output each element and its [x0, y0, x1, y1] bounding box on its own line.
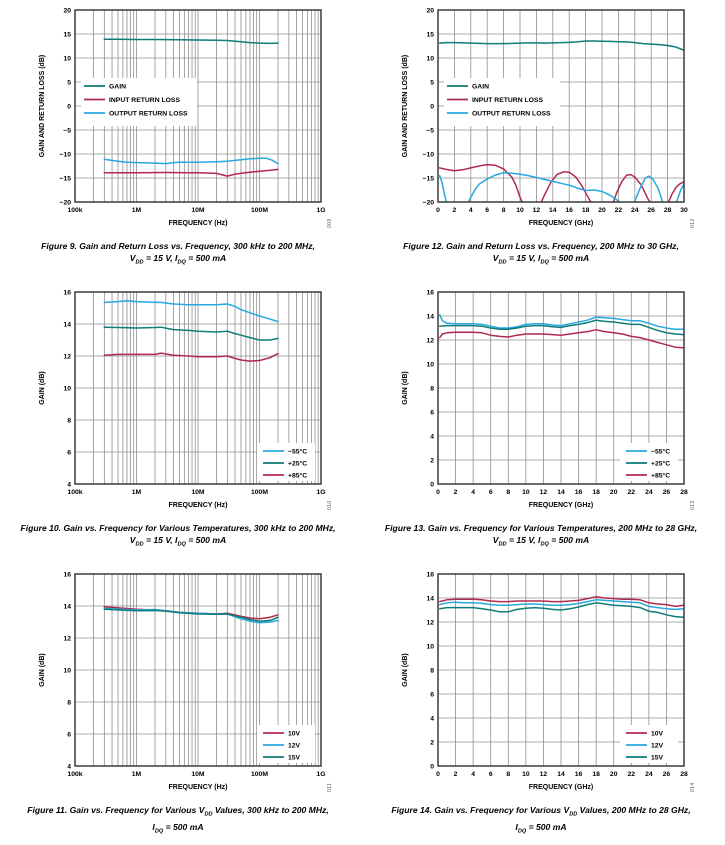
figure-13-caption-line-1: Figure 13. Gain vs. Frequency for Various Temperatures, 200 MHz to 28 GHz,: [384, 523, 698, 533]
y-tick-label: 14: [63, 603, 71, 611]
figure-9-chart: [8, 0, 348, 238]
x-tick-label: 18: [581, 207, 590, 214]
x-tick-label: 22: [614, 207, 623, 214]
x-tick-label: 24: [631, 207, 639, 214]
y-tick-label: 0: [430, 763, 434, 771]
x-tick-label: 10: [516, 207, 524, 214]
x-tick-label: 16: [574, 489, 583, 496]
figure-9-caption-line-1: Figure 9. Gain and Return Loss vs. Frequency, 300 kHz to 200 MHz,: [41, 241, 315, 251]
x-tick-label: 20: [609, 489, 618, 496]
y-tick-label: −20: [422, 199, 434, 207]
figure-13-caption: [371, 522, 711, 551]
x-tick-label: 28: [663, 207, 672, 214]
x-tick-label: 18: [592, 489, 600, 496]
y-tick-label: 14: [426, 313, 434, 321]
legend-label: GAIN: [109, 83, 126, 91]
figure-12-block: [363, 0, 725, 282]
y-axis-title: GAIN (dB): [402, 653, 409, 687]
figure-9-block: [0, 0, 363, 282]
x-tick-label: 2: [452, 207, 457, 214]
y-tick-label: 6: [430, 409, 434, 417]
y-tick-label: −5: [426, 127, 434, 135]
legend-label: +25°C: [288, 460, 308, 468]
y-tick-label: 4: [67, 763, 71, 771]
figure-10-block: [0, 282, 363, 564]
legend-label: 10V: [288, 730, 301, 738]
x-tick-label: 10M: [191, 207, 205, 214]
y-axis-title: GAIN AND RETURN LOSS (dB): [402, 54, 409, 158]
figure-trace-code: 014: [690, 782, 696, 792]
x-tick-label: 28: [680, 771, 688, 778]
y-tick-label: 2: [430, 739, 434, 747]
x-axis-title: FREQUENCY (GHz): [528, 502, 594, 509]
legend-label: +85°C: [651, 472, 671, 480]
x-tick-label: 1M: [131, 771, 142, 778]
y-axis-title: GAIN (dB): [39, 371, 46, 405]
legend-label: OUTPUT RETURN LOSS: [109, 110, 188, 118]
figure-14-caption-line-2: $I_{DQ} = 500$ mA: [515, 821, 567, 835]
legend-label: 15V: [288, 754, 301, 762]
legend: [444, 78, 560, 126]
x-tick-label: 22: [627, 489, 636, 496]
y-tick-label: 12: [426, 337, 434, 345]
legend: [81, 78, 197, 126]
x-tick-label: 12: [539, 489, 548, 496]
x-tick-label: 2: [453, 489, 458, 496]
series-output-return-loss: [440, 173, 684, 212]
x-tick-label: 0: [436, 207, 440, 214]
y-tick-label: 8: [67, 417, 71, 425]
x-tick-label: 2: [453, 771, 458, 778]
x-tick-label: 4: [468, 207, 473, 214]
y-tick-label: −5: [63, 127, 71, 135]
x-tick-label: 8: [501, 207, 506, 214]
figure-10-caption-line-1: Figure 10. Gain vs. Frequency for Various Temperatures, 300 kHz to 200 MHz,: [20, 523, 336, 533]
figure-12-chart: [371, 0, 711, 238]
figure-11-caption: [8, 804, 348, 837]
x-tick-label: 100k: [67, 489, 83, 496]
x-tick-label: 14: [549, 207, 557, 214]
y-tick-label: −15: [59, 175, 71, 183]
x-tick-label: 100k: [67, 771, 83, 778]
x-tick-label: 10: [522, 771, 530, 778]
x-tick-label: 0: [436, 771, 440, 778]
y-tick-label: 6: [67, 449, 71, 457]
figure-13-block: [363, 282, 725, 564]
x-tick-label: 26: [662, 771, 671, 778]
y-tick-label: −15: [422, 175, 434, 183]
x-axis-title: FREQUENCY (Hz): [168, 784, 228, 791]
y-tick-label: 15: [426, 31, 434, 39]
x-tick-label: 6: [488, 771, 493, 778]
figure-9-caption: [8, 240, 348, 269]
y-tick-label: 16: [63, 571, 71, 579]
x-tick-label: 4: [471, 771, 476, 778]
legend-label: −55°C: [288, 448, 308, 456]
figure-11-chart: [8, 564, 348, 802]
series-group: [440, 315, 684, 348]
y-tick-label: 15: [63, 31, 71, 39]
y-tick-label: 20: [63, 7, 71, 15]
x-tick-label: 8: [506, 489, 511, 496]
x-tick-label: 1G: [316, 771, 326, 778]
figure-13-caption-line-2: $V_{DD} = 15$ V, $I_{DQ} = 500$ mA: [492, 535, 590, 548]
x-tick-label: 12: [532, 207, 541, 214]
figure-trace-code: 009: [327, 218, 333, 228]
x-tick-label: 12: [539, 771, 548, 778]
legend: [620, 443, 678, 481]
y-tick-label: 10: [426, 55, 434, 63]
y-tick-label: 0: [67, 103, 71, 111]
figure-trace-code: 011: [327, 782, 333, 792]
y-tick-label: 14: [63, 321, 71, 329]
y-tick-label: 5: [430, 79, 434, 87]
legend-label: OUTPUT RETURN LOSS: [472, 110, 551, 118]
x-tick-label: 10: [522, 489, 530, 496]
figure-11-caption-line-2: $I_{DQ} = 500$ mA: [152, 821, 204, 835]
y-tick-label: 14: [426, 595, 434, 603]
x-tick-label: 22: [627, 771, 636, 778]
legend-label: 12V: [651, 742, 664, 750]
y-tick-label: 10: [426, 643, 434, 651]
figure-trace-code: 010: [327, 500, 333, 510]
figure-14-caption-line-1: Figure 14. Gain vs. Frequency for Various $V_{DD}$ Values, 200 MHz to 28 GHz,: [391, 805, 691, 818]
figure-14-chart: [371, 564, 711, 802]
x-tick-label: 1M: [131, 489, 142, 496]
series-group: [440, 41, 684, 212]
x-tick-label: 8: [506, 771, 511, 778]
x-tick-label: 20: [598, 207, 606, 214]
series--85-c: [440, 330, 684, 348]
y-tick-label: 8: [430, 667, 434, 675]
x-tick-label: 10M: [191, 489, 205, 496]
y-tick-label: 6: [430, 691, 434, 699]
y-axis-title: GAIN AND RETURN LOSS (dB): [39, 54, 46, 158]
y-tick-label: −10: [422, 151, 434, 159]
legend-label: +25°C: [651, 460, 671, 468]
y-tick-label: 10: [63, 55, 71, 63]
x-axis-title: FREQUENCY (Hz): [168, 502, 228, 509]
x-tick-label: 30: [680, 207, 688, 214]
y-tick-label: 4: [430, 715, 434, 723]
legend-label: +85°C: [288, 472, 308, 480]
x-tick-label: 6: [485, 207, 490, 214]
y-tick-label: 4: [430, 433, 434, 441]
x-tick-label: 100M: [250, 771, 269, 778]
x-tick-label: 24: [645, 771, 653, 778]
figure-trace-code: 013: [690, 500, 696, 510]
x-tick-label: 6: [488, 489, 493, 496]
y-tick-label: 8: [67, 699, 71, 707]
y-tick-label: 4: [67, 481, 71, 489]
figure-10-chart: [8, 282, 348, 520]
x-tick-label: 1G: [316, 489, 326, 496]
figure-11-block: [0, 564, 363, 845]
x-tick-label: 4: [471, 489, 476, 496]
legend-label: 15V: [651, 754, 664, 762]
x-tick-label: 1G: [316, 207, 326, 214]
legend-label: GAIN: [472, 83, 489, 91]
legend: [620, 725, 678, 763]
series-gain: [440, 41, 684, 50]
figure-12-caption-line-1: Figure 12. Gain and Return Loss vs. Frequency, 200 MHz to 30 GHz,: [403, 241, 679, 251]
x-tick-label: 18: [592, 771, 600, 778]
y-tick-label: 12: [63, 635, 71, 643]
y-tick-label: 6: [67, 731, 71, 739]
x-tick-label: 20: [609, 771, 618, 778]
x-tick-label: 0: [436, 489, 440, 496]
x-tick-label: 28: [680, 489, 688, 496]
y-tick-label: 16: [63, 289, 71, 297]
legend-label: 12V: [288, 742, 301, 750]
x-tick-label: 26: [662, 489, 671, 496]
y-axis-title: GAIN (dB): [39, 653, 46, 687]
x-tick-label: 14: [557, 489, 565, 496]
x-tick-label: 16: [574, 771, 583, 778]
x-tick-label: 24: [645, 489, 653, 496]
y-tick-label: 0: [430, 103, 434, 111]
y-tick-label: 12: [63, 353, 71, 361]
x-tick-label: 100M: [250, 489, 269, 496]
legend-label: INPUT RETURN LOSS: [109, 96, 180, 104]
y-tick-label: 10: [63, 667, 71, 675]
y-tick-label: 10: [426, 361, 434, 369]
y-tick-label: −10: [59, 151, 71, 159]
y-tick-label: 20: [426, 7, 434, 15]
legend: [257, 443, 315, 481]
legend: [257, 725, 315, 763]
figure-10-caption-line-2: $V_{DD} = 15$ V, $I_{DQ} = 500$ mA: [129, 535, 227, 548]
figure-10-caption: [8, 522, 348, 551]
y-tick-label: 2: [430, 457, 434, 465]
x-tick-label: 26: [647, 207, 655, 214]
figure-14-caption: [371, 804, 711, 837]
legend-label: −55°C: [651, 448, 671, 456]
x-tick-label: 10M: [191, 771, 205, 778]
y-axis-title: GAIN (dB): [402, 371, 409, 405]
x-tick-label: 16: [565, 207, 573, 214]
y-tick-label: 10: [63, 385, 71, 393]
x-tick-label: 100k: [67, 207, 83, 214]
figure-9-caption-line-2: $V_{DD} = 15$ V, $I_{DQ} = 500$ mA: [129, 253, 227, 266]
legend-label: INPUT RETURN LOSS: [472, 96, 543, 104]
legend-label: 10V: [651, 730, 664, 738]
x-tick-label: 1M: [131, 207, 142, 214]
y-tick-label: 16: [426, 571, 434, 579]
figure-12-caption: [371, 240, 711, 269]
x-axis-title: FREQUENCY (Hz): [168, 220, 228, 227]
y-tick-label: 16: [426, 289, 434, 297]
figure-11-caption-line-1: Figure 11. Gain vs. Frequency for Various $V_{DD}$ Values, 300 kHz to 200 MHz,: [27, 805, 329, 818]
y-tick-label: 5: [67, 79, 71, 87]
x-axis-title: FREQUENCY (GHz): [528, 220, 594, 227]
x-tick-label: 100M: [250, 207, 269, 214]
x-tick-label: 14: [557, 771, 565, 778]
series-group: [440, 597, 684, 617]
figure-trace-code: 012: [690, 218, 696, 228]
y-tick-label: 8: [430, 385, 434, 393]
figure-12-caption-line-2: $V_{DD} = 15$ V, $I_{DQ} = 500$ mA: [492, 253, 590, 266]
y-tick-label: 12: [426, 619, 434, 627]
y-tick-label: 0: [430, 481, 434, 489]
x-axis-title: FREQUENCY (GHz): [528, 784, 594, 791]
figure-14-block: [363, 564, 725, 845]
figure-13-chart: [371, 282, 711, 520]
y-tick-label: −20: [59, 199, 71, 207]
